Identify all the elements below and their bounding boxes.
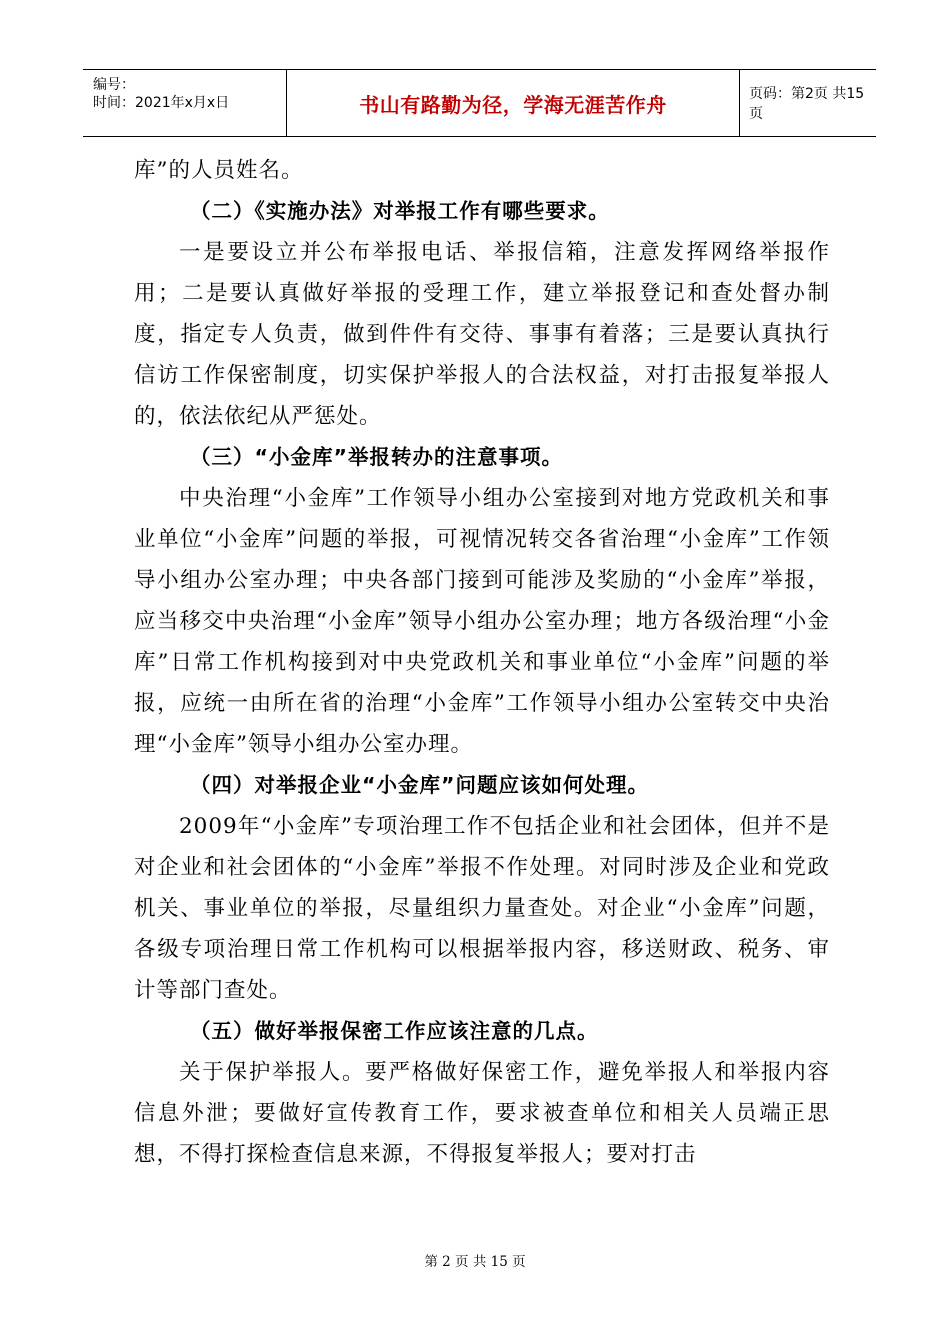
number-label: 编号： bbox=[93, 77, 135, 93]
document-body bbox=[134, 150, 830, 1175]
motto-text: 书山有路勤为径，学海无涯苦作舟 bbox=[359, 92, 667, 117]
section-heading: （五）做好举报保密工作应该注意的几点。 bbox=[190, 1019, 599, 1043]
time-label: 时间：2021年x月x日 bbox=[93, 95, 230, 111]
body-paragraph: 库”的人员姓名。 bbox=[134, 158, 304, 183]
header-motto-cell bbox=[286, 70, 740, 136]
body-paragraph: 中央治理“小金库”工作领导小组办公室接到对地方党政机关和事业单位“小金库”问题的举报，可视情况转交各省治理“小金库”工作领导小组办公室办理；中央各部门接到可能涉及奖励的“小金库”举报，应当移交中央治理“小金库”领导小组办公室办理；地方各级治理“小金库”日常工作机构接到对中央党政机关和事业单位“小金库”问题的举报，应统一由所在省的治理“小金库”工作领导小组办公室转交中央治理“小金库”领导小组办公室办理。 bbox=[134, 486, 831, 757]
header-page-cell bbox=[739, 70, 876, 136]
page-header bbox=[83, 69, 876, 137]
page-label: 页码：第2页 共15页 bbox=[749, 86, 865, 122]
page-footer: 第 2 页 共 15 页 bbox=[424, 1254, 526, 1270]
section-heading: （二）《实施办法》对举报工作有哪些要求。 bbox=[190, 199, 610, 223]
section-heading: （四）对举报企业“小金库”问题应该如何处理。 bbox=[190, 773, 649, 797]
body-paragraph: 一是要设立并公布举报电话、举报信箱，注意发挥网络举报作用；二是要认真做好举报的受理工作，建立举报登记和查处督办制度，指定专人负责，做到件件有交待、事事有着落；三是要认真执行信访工作保密制度，切实保护举报人的合法权益，对打击报复举报人的，依法依纪从严惩处。 bbox=[134, 240, 830, 429]
body-paragraph: 关于保护举报人。要严格做好保密工作，避免举报人和举报内容信息外泄；要做好宣传教育工作，要求被查单位和相关人员端正思想，不得打探检查信息来源，不得报复举报人；要对打击 bbox=[134, 1060, 830, 1167]
header-meta-cell bbox=[83, 70, 286, 136]
body-paragraph: 2009年“小金库”专项治理工作不包括企业和社会团体，但并不是对企业和社会团体的“小金库”举报不作处理。对同时涉及企业和党政机关、事业单位的举报，尽量组织力量查处。对企业“小金库”问题，各级专项治理日常工作机构可以根据举报内容，移送财政、税务、审计等部门查处。 bbox=[134, 814, 830, 1003]
section-heading: （三）“小金库”举报转办的注意事项。 bbox=[190, 445, 563, 469]
